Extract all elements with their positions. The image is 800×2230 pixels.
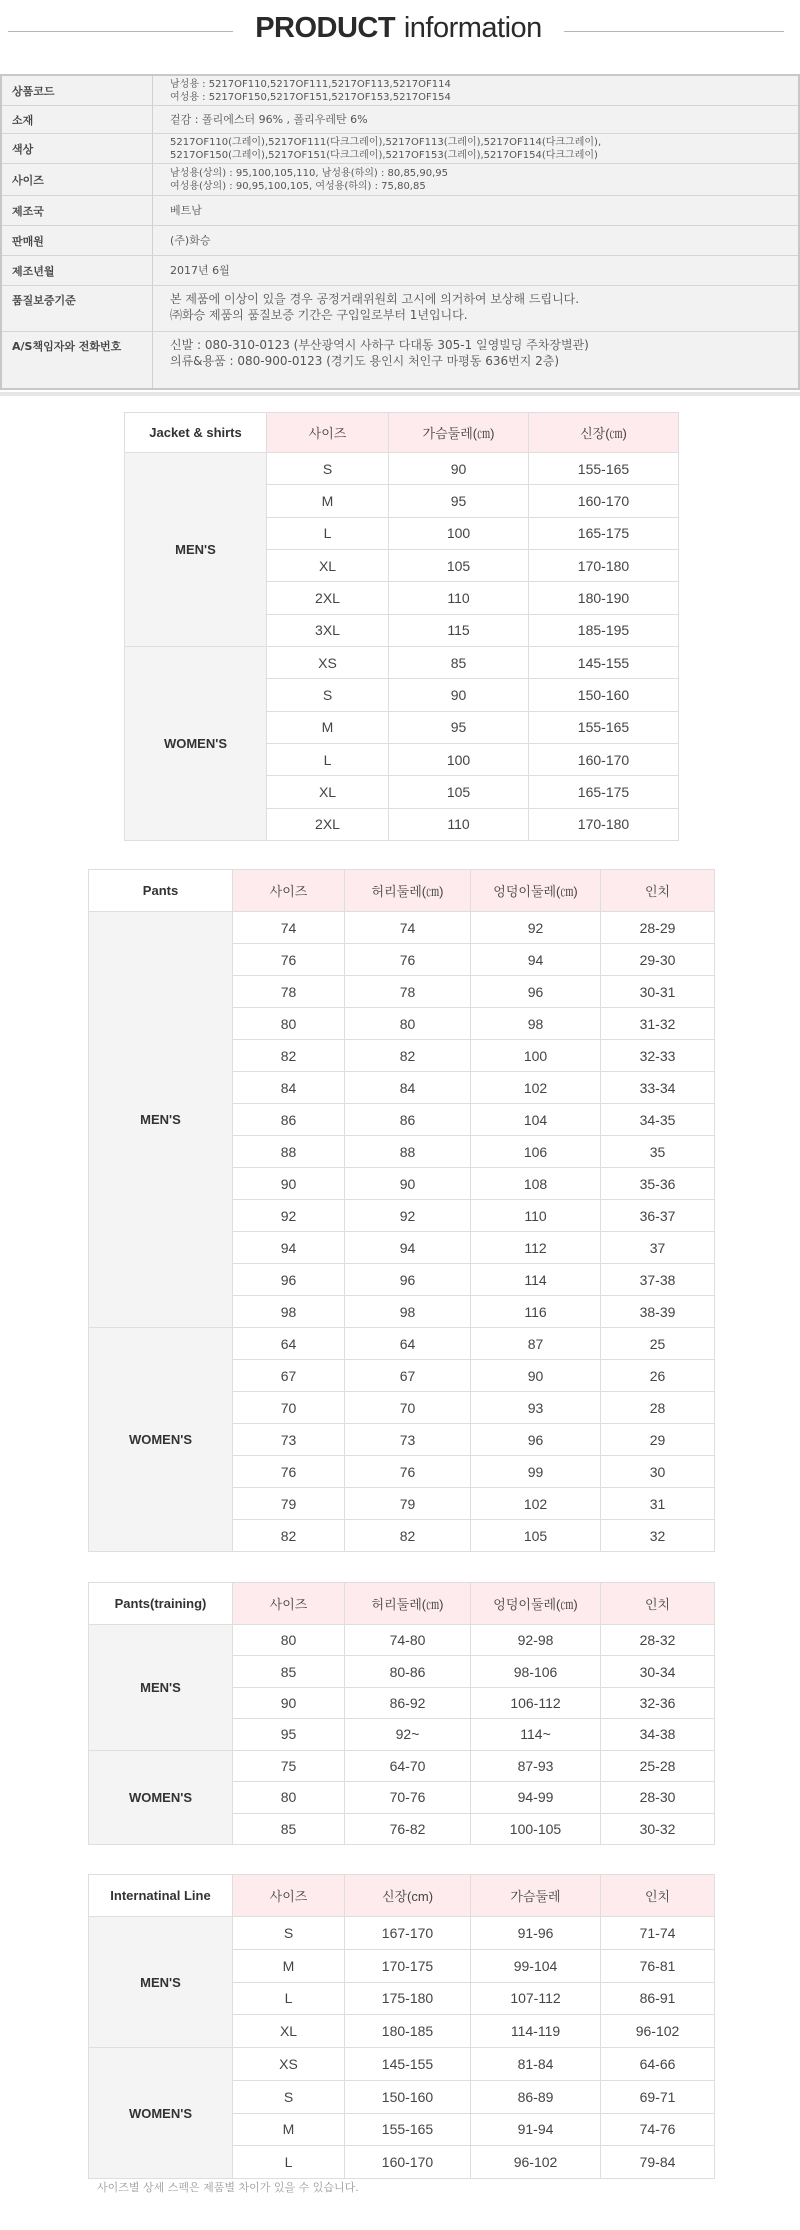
- table-cell: 93: [471, 1392, 601, 1424]
- table-cell: 100: [389, 517, 529, 549]
- table-cell: 145-155: [529, 646, 679, 678]
- table-cell: 74: [345, 912, 471, 944]
- table-cell: S: [267, 453, 389, 485]
- info-value-line: 베트남: [170, 203, 202, 217]
- table-cell: 100: [389, 743, 529, 775]
- table-cell: 92: [345, 1200, 471, 1232]
- table-cell: 78: [233, 976, 345, 1008]
- table-cell: 28: [601, 1392, 715, 1424]
- table-cell: 100: [471, 1040, 601, 1072]
- table-cell: 98-106: [471, 1656, 601, 1687]
- table-cell: L: [267, 743, 389, 775]
- table-cell: 96: [345, 1264, 471, 1296]
- table-cell: M: [267, 711, 389, 743]
- table-cell: 90: [389, 453, 529, 485]
- column-header: 사이즈: [233, 1875, 345, 1917]
- column-header: 사이즈: [267, 413, 389, 453]
- table-header-row: [89, 870, 715, 912]
- table-cell: 76: [345, 944, 471, 976]
- column-header: 엉덩이둘레(㎝): [471, 870, 601, 912]
- table-cell: 98: [233, 1296, 345, 1328]
- table-cell: 74-80: [345, 1625, 471, 1656]
- table-cell: 115: [389, 614, 529, 646]
- table-cell: 75: [233, 1750, 345, 1781]
- table-cell: 99: [471, 1456, 601, 1488]
- info-row-product-code: [2, 76, 798, 106]
- table-cell: 73: [345, 1424, 471, 1456]
- table-cell: 34-38: [601, 1719, 715, 1750]
- table-cell: 32-36: [601, 1687, 715, 1718]
- table-header-row: [125, 413, 679, 453]
- table-cell: 90: [345, 1168, 471, 1200]
- title-bold: PRODUCT: [255, 12, 396, 44]
- table-cell: L: [233, 2146, 345, 2179]
- info-value: [170, 226, 790, 255]
- info-label: 색상: [12, 142, 34, 156]
- table-row: [125, 646, 679, 678]
- table-cell: 34-35: [601, 1104, 715, 1136]
- info-row-quality-warranty: [2, 286, 798, 332]
- table-cell: 28-30: [601, 1782, 715, 1813]
- table-cell: 106-112: [471, 1687, 601, 1718]
- info-value: [170, 286, 790, 331]
- table-cell: 87-93: [471, 1750, 601, 1781]
- table-cell: 25-28: [601, 1750, 715, 1781]
- table-cell: 84: [233, 1072, 345, 1104]
- info-value: [170, 106, 790, 133]
- info-value: [170, 76, 790, 105]
- table-cell: 32-33: [601, 1040, 715, 1072]
- table-category-name: Internatinal Line: [89, 1875, 233, 1917]
- table-cell: 96-102: [601, 2015, 715, 2048]
- info-row-country: [2, 196, 798, 226]
- table-row: [89, 1917, 715, 1950]
- info-label: 소재: [12, 113, 34, 127]
- table-cell: 95: [233, 1719, 345, 1750]
- table-cell: 105: [389, 549, 529, 581]
- info-value: [170, 134, 790, 163]
- table-cell: 90: [471, 1360, 601, 1392]
- table-cell: 94-99: [471, 1782, 601, 1813]
- info-value-line: ㈜화승 제품의 품질보증 기간은 구입일로부터 1년입니다.: [170, 308, 468, 322]
- table-cell: 86-92: [345, 1687, 471, 1718]
- table-cell: XL: [267, 776, 389, 808]
- table-cell: S: [233, 1917, 345, 1950]
- info-label: A/S책임자와 전화번호: [12, 340, 122, 353]
- table-cell: 82: [233, 1040, 345, 1072]
- table-cell: 64: [233, 1328, 345, 1360]
- table-cell: 30-34: [601, 1656, 715, 1687]
- info-row-as-contact: [2, 332, 798, 388]
- info-value-line: 2017년 6월: [170, 263, 230, 277]
- table-header-row: [89, 1583, 715, 1625]
- table-cell: 155-165: [529, 453, 679, 485]
- table-cell: 76: [233, 944, 345, 976]
- info-value-line: 겉감 : 폴리에스터 96% , 폴리우레탄 6%: [170, 112, 368, 126]
- table-cell: S: [267, 679, 389, 711]
- column-header: 인치: [601, 1875, 715, 1917]
- table-cell: 92~: [345, 1719, 471, 1750]
- table-cell: 114: [471, 1264, 601, 1296]
- table-cell: 82: [345, 1520, 471, 1552]
- column-header: 가슴둘레(㎝): [389, 413, 529, 453]
- table-cell: 107-112: [471, 1982, 601, 2015]
- table-row: [89, 2048, 715, 2081]
- table-cell: 114-119: [471, 2015, 601, 2048]
- info-label: 품질보증기준: [12, 294, 76, 307]
- table-cell: 90: [233, 1687, 345, 1718]
- table-cell: 150-160: [345, 2080, 471, 2113]
- table-header-row: [89, 1875, 715, 1917]
- table-cell: 64: [345, 1328, 471, 1360]
- table-cell: 31-32: [601, 1008, 715, 1040]
- section-separator: [0, 392, 800, 396]
- info-value-line: 남성용 : 5217OF110,5217OF111,5217OF113,5217OF114: [170, 78, 451, 90]
- table-cell: 30: [601, 1456, 715, 1488]
- table-cell: 86-91: [601, 1982, 715, 2015]
- info-value-line: 본 제품에 이상이 있을 경우 공정거래위원회 고시에 의거하여 보상해 드립니다.: [170, 292, 580, 306]
- header-rule-right: [564, 31, 784, 32]
- title-light: information: [403, 12, 542, 44]
- gender-group-label: WOMEN'S: [89, 1328, 233, 1552]
- size-table-international-line: [88, 1874, 715, 2179]
- info-row-color: [2, 134, 798, 164]
- table-cell: 94: [471, 944, 601, 976]
- size-note: 사이즈별 상세 스펙은 제품별 차이가 있을 수 있습니다.: [97, 2181, 359, 2194]
- table-cell: 26: [601, 1360, 715, 1392]
- table-cell: 80: [233, 1008, 345, 1040]
- table-cell: 64-66: [601, 2048, 715, 2081]
- info-value: [170, 164, 790, 195]
- table-row: [89, 1625, 715, 1656]
- table-cell: 85: [233, 1813, 345, 1844]
- table-cell: 84: [345, 1072, 471, 1104]
- table-cell: 29-30: [601, 944, 715, 976]
- info-value: [170, 332, 790, 388]
- table-cell: 73: [233, 1424, 345, 1456]
- table-cell: 67: [345, 1360, 471, 1392]
- table-cell: 180-185: [345, 2015, 471, 2048]
- page-header: [0, 0, 800, 64]
- info-label: 판매원: [12, 234, 44, 248]
- table-cell: 86: [233, 1104, 345, 1136]
- table-cell: 105: [389, 776, 529, 808]
- table-cell: 2XL: [267, 582, 389, 614]
- table-cell: 31: [601, 1488, 715, 1520]
- table-cell: 91-96: [471, 1917, 601, 1950]
- table-cell: 70: [233, 1392, 345, 1424]
- column-header: 신장(㎝): [529, 413, 679, 453]
- info-label: 상품코드: [12, 84, 55, 98]
- gender-group-label: MEN'S: [125, 453, 267, 647]
- info-value: [170, 196, 790, 225]
- table-cell: 150-160: [529, 679, 679, 711]
- table-cell: 78: [345, 976, 471, 1008]
- header-rule-left: [8, 31, 233, 32]
- table-cell: 30-31: [601, 976, 715, 1008]
- info-value-line: 5217OF110(그레이),5217OF111(다크그레이),5217OF113(그레이),5217OF114(다크그레이),: [170, 136, 602, 148]
- table-cell: 28-32: [601, 1625, 715, 1656]
- table-cell: 2XL: [267, 808, 389, 840]
- table-cell: 37: [601, 1232, 715, 1264]
- table-cell: 70-76: [345, 1782, 471, 1813]
- table-cell: 79: [233, 1488, 345, 1520]
- table-cell: 94: [345, 1232, 471, 1264]
- info-value-line: 여성용(상의) : 90,95,100,105, 여성용(하의) : 75,80,85: [170, 180, 426, 192]
- gender-group-label: MEN'S: [89, 1625, 233, 1751]
- table-cell: 110: [471, 1200, 601, 1232]
- table-cell: 86-89: [471, 2080, 601, 2113]
- table-cell: L: [267, 517, 389, 549]
- info-label: 제조국: [12, 204, 44, 218]
- info-value-line: 남성용(상의) : 95,100,105,110, 남성용(하의) : 80,85,90,95: [170, 167, 448, 179]
- table-cell: 95: [389, 485, 529, 517]
- column-header: 엉덩이둘레(㎝): [471, 1583, 601, 1625]
- table-cell: 86: [345, 1104, 471, 1136]
- column-header: 가슴둘레: [471, 1875, 601, 1917]
- table-cell: 81-84: [471, 2048, 601, 2081]
- table-cell: 85: [389, 646, 529, 678]
- table-cell: 67: [233, 1360, 345, 1392]
- table-cell: 82: [233, 1520, 345, 1552]
- table-cell: 170-180: [529, 549, 679, 581]
- table-cell: 85: [233, 1656, 345, 1687]
- table-cell: 36-37: [601, 1200, 715, 1232]
- size-table-pants: [88, 869, 715, 1552]
- info-value-line: 여성용 : 5217OF150,5217OF151,5217OF153,5217OF154: [170, 91, 451, 103]
- table-cell: 95: [389, 711, 529, 743]
- table-cell: 170-175: [345, 1949, 471, 1982]
- table-cell: 185-195: [529, 614, 679, 646]
- column-header: 사이즈: [233, 870, 345, 912]
- info-row-material: [2, 106, 798, 134]
- table-cell: 96: [233, 1264, 345, 1296]
- table-cell: 37-38: [601, 1264, 715, 1296]
- table-cell: 29: [601, 1424, 715, 1456]
- table-cell: 35-36: [601, 1168, 715, 1200]
- table-cell: 71-74: [601, 1917, 715, 1950]
- info-label: 제조년월: [12, 264, 55, 278]
- table-cell: 70: [345, 1392, 471, 1424]
- table-cell: 80: [233, 1782, 345, 1813]
- info-row-seller: [2, 226, 798, 256]
- table-cell: 98: [471, 1008, 601, 1040]
- table-cell: 92-98: [471, 1625, 601, 1656]
- column-header: 인치: [601, 870, 715, 912]
- table-cell: 69-71: [601, 2080, 715, 2113]
- table-cell: 90: [389, 679, 529, 711]
- table-cell: M: [233, 1949, 345, 1982]
- table-row: [89, 1328, 715, 1360]
- column-header: 신장(cm): [345, 1875, 471, 1917]
- info-row-size: [2, 164, 798, 196]
- table-cell: 76-82: [345, 1813, 471, 1844]
- gender-group-label: WOMEN'S: [89, 1750, 233, 1844]
- table-cell: 28-29: [601, 912, 715, 944]
- table-cell: 160-170: [345, 2146, 471, 2179]
- table-cell: 25: [601, 1328, 715, 1360]
- table-cell: 92: [233, 1200, 345, 1232]
- table-cell: 3XL: [267, 614, 389, 646]
- table-cell: 79-84: [601, 2146, 715, 2179]
- column-header: 허리둘레(㎝): [345, 1583, 471, 1625]
- table-cell: 112: [471, 1232, 601, 1264]
- info-row-manufacture-date: [2, 256, 798, 286]
- info-value-line: (주)화승: [170, 233, 211, 247]
- table-cell: 116: [471, 1296, 601, 1328]
- table-cell: 160-170: [529, 743, 679, 775]
- size-table-jacket-shirts: [124, 412, 679, 841]
- table-cell: 110: [389, 582, 529, 614]
- table-category-name: Pants: [89, 870, 233, 912]
- table-cell: 79: [345, 1488, 471, 1520]
- table-cell: 99-104: [471, 1949, 601, 1982]
- info-label: 사이즈: [12, 173, 44, 187]
- table-cell: 88: [345, 1136, 471, 1168]
- column-header: 허리둘레(㎝): [345, 870, 471, 912]
- info-value-line: 5217OF150(그레이),5217OF151(다크그레이),5217OF153(그레이),5217OF154(다크그레이): [170, 149, 598, 161]
- table-cell: 30-32: [601, 1813, 715, 1844]
- table-category-name: Pants(training): [89, 1583, 233, 1625]
- table-cell: 175-180: [345, 1982, 471, 2015]
- table-cell: M: [267, 485, 389, 517]
- table-cell: 76: [233, 1456, 345, 1488]
- table-cell: L: [233, 1982, 345, 2015]
- table-row: [89, 912, 715, 944]
- table-cell: S: [233, 2080, 345, 2113]
- table-cell: XS: [233, 2048, 345, 2081]
- table-cell: 82: [345, 1040, 471, 1072]
- table-cell: 165-175: [529, 776, 679, 808]
- gender-group-label: WOMEN'S: [125, 646, 267, 840]
- table-row: [89, 1750, 715, 1781]
- table-cell: 76-81: [601, 1949, 715, 1982]
- table-cell: 98: [345, 1296, 471, 1328]
- info-value-line: 신발 : 080-310-0123 (부산광역시 사하구 다대동 305-1 일영빌딩 주차장별관): [170, 338, 589, 352]
- table-cell: 91-94: [471, 2113, 601, 2146]
- table-cell: 110: [389, 808, 529, 840]
- table-cell: 105: [471, 1520, 601, 1552]
- info-value-line: 의류&용품 : 080-900-0123 (경기도 용인시 처인구 마평동 636번지 2층): [170, 354, 560, 368]
- table-cell: 165-175: [529, 517, 679, 549]
- table-cell: 80-86: [345, 1656, 471, 1687]
- column-header: 인치: [601, 1583, 715, 1625]
- gender-group-label: MEN'S: [89, 912, 233, 1328]
- table-cell: 96-102: [471, 2146, 601, 2179]
- gender-group-label: WOMEN'S: [89, 2048, 233, 2179]
- table-cell: 167-170: [345, 1917, 471, 1950]
- table-cell: 88: [233, 1136, 345, 1168]
- table-cell: 100-105: [471, 1813, 601, 1844]
- table-cell: 74-76: [601, 2113, 715, 2146]
- table-cell: 160-170: [529, 485, 679, 517]
- table-cell: 104: [471, 1104, 601, 1136]
- table-cell: 170-180: [529, 808, 679, 840]
- table-cell: 94: [233, 1232, 345, 1264]
- table-cell: 87: [471, 1328, 601, 1360]
- table-cell: 96: [471, 1424, 601, 1456]
- table-category-name: Jacket & shirts: [125, 413, 267, 453]
- table-cell: 76: [345, 1456, 471, 1488]
- table-cell: 38-39: [601, 1296, 715, 1328]
- table-row: [125, 453, 679, 485]
- table-cell: 35: [601, 1136, 715, 1168]
- table-cell: 33-34: [601, 1072, 715, 1104]
- table-cell: 155-165: [345, 2113, 471, 2146]
- table-cell: 102: [471, 1072, 601, 1104]
- table-cell: 96: [471, 976, 601, 1008]
- table-cell: XS: [267, 646, 389, 678]
- table-cell: 74: [233, 912, 345, 944]
- table-cell: 145-155: [345, 2048, 471, 2081]
- table-cell: XL: [267, 549, 389, 581]
- table-cell: 32: [601, 1520, 715, 1552]
- table-cell: XL: [233, 2015, 345, 2048]
- table-cell: 64-70: [345, 1750, 471, 1781]
- gender-group-label: MEN'S: [89, 1917, 233, 2048]
- page-title: [233, 10, 564, 45]
- product-info-table: [0, 74, 800, 390]
- table-cell: 102: [471, 1488, 601, 1520]
- table-cell: 155-165: [529, 711, 679, 743]
- table-cell: 90: [233, 1168, 345, 1200]
- table-cell: 180-190: [529, 582, 679, 614]
- column-header: 사이즈: [233, 1583, 345, 1625]
- size-table-pants-training: [88, 1582, 715, 1845]
- table-cell: 92: [471, 912, 601, 944]
- table-cell: 80: [345, 1008, 471, 1040]
- table-cell: 114~: [471, 1719, 601, 1750]
- table-cell: 80: [233, 1625, 345, 1656]
- table-cell: 106: [471, 1136, 601, 1168]
- info-value: [170, 256, 790, 285]
- table-cell: M: [233, 2113, 345, 2146]
- table-cell: 108: [471, 1168, 601, 1200]
